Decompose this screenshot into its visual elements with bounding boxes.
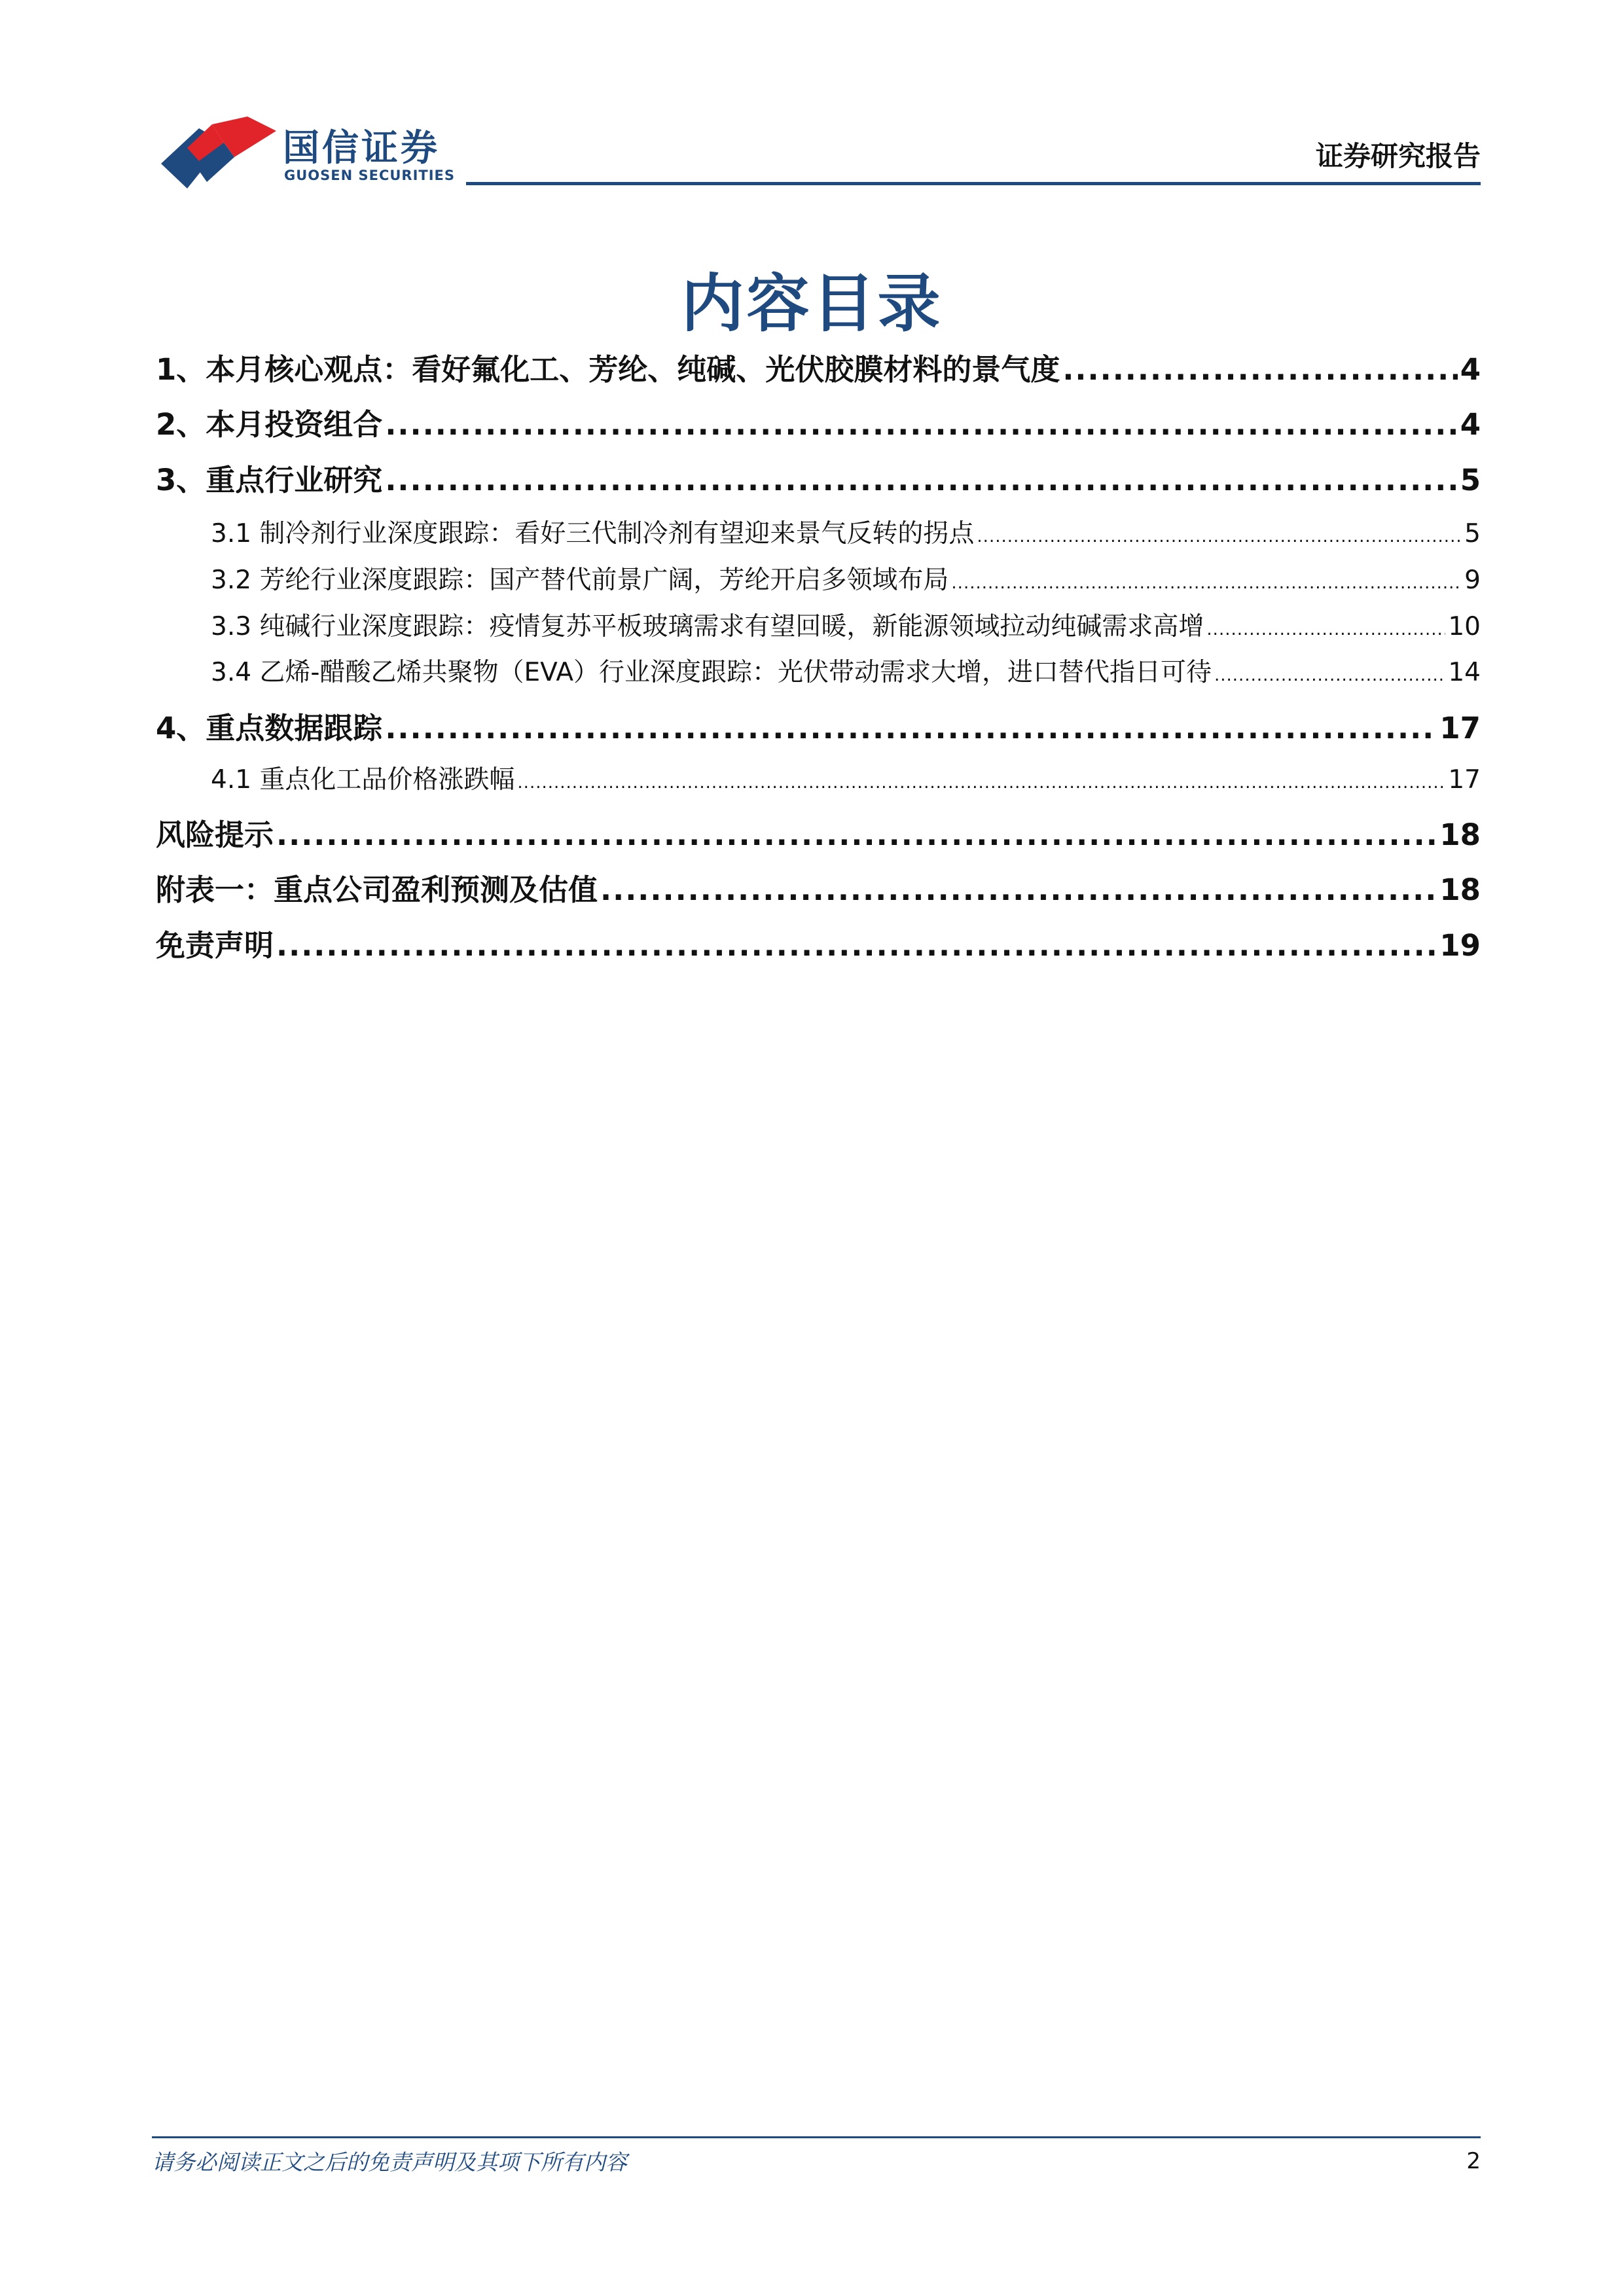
guosen-logo-icon: [161, 117, 279, 188]
toc-dot-leader: [385, 711, 1437, 745]
report-type-label: 证券研究报告: [1315, 140, 1481, 172]
toc-dot-leader: [951, 573, 1462, 593]
toc-entry[interactable]: [156, 456, 1481, 498]
toc-subentry[interactable]: [211, 513, 1481, 550]
toc-entry-label: 2、本月投资组合: [156, 407, 383, 442]
toc-entry[interactable]: [156, 704, 1481, 746]
toc-entry-page: 4: [1460, 352, 1481, 387]
toc-dot-leader: [276, 928, 1437, 963]
toc-entry-label: 风险提示: [156, 817, 274, 852]
toc-entry-label: 免责声明: [156, 928, 274, 963]
toc-entry[interactable]: [156, 866, 1481, 908]
toc-entry-page: 17: [1448, 765, 1481, 795]
toc-entry-page: 4: [1460, 407, 1481, 442]
toc-entry-label: 3.2 芳纶行业深度跟踪：国产替代前景广阔，芳纶开启多领域布局: [211, 565, 949, 595]
toc-dot-leader: [276, 817, 1437, 852]
toc-subentry[interactable]: [211, 652, 1481, 689]
toc-dot-leader: [385, 463, 1457, 497]
toc-entry-page: 5: [1460, 463, 1481, 497]
toc-entry[interactable]: [156, 811, 1481, 853]
toc-entry-page: 17: [1439, 711, 1481, 745]
toc-dot-leader: [1206, 620, 1445, 639]
toc-subentry[interactable]: [211, 606, 1481, 643]
toc-entry-label: 3.1 制冷剂行业深度跟踪：看好三代制冷剂有望迎来景气反转的拐点: [211, 519, 975, 548]
toc-subentry[interactable]: [211, 759, 1481, 796]
toc-dot-leader: [977, 527, 1462, 547]
toc-dot-leader: [600, 872, 1437, 907]
toc-entry-label: 1、本月核心观点：看好氟化工、芳纶、纯碱、光伏胶膜材料的景气度: [156, 352, 1060, 387]
toc-entry[interactable]: [156, 401, 1481, 442]
header-divider: [466, 182, 1481, 185]
toc-dot-leader: [1214, 666, 1445, 685]
logo-company-name-cn: 国信证券: [283, 127, 440, 170]
toc-entry-page: 14: [1448, 658, 1481, 687]
toc-entry[interactable]: [156, 346, 1481, 387]
company-logo: [161, 117, 456, 188]
toc-dot-leader: [1062, 352, 1457, 387]
toc-entry-label: 附表一：重点公司盈利预测及估值: [156, 872, 598, 907]
toc-entry-label: 3.4 乙烯-醋酸乙烯共聚物（EVA）行业深度跟踪：光伏带动需求大增，进口替代指日可待: [211, 658, 1212, 687]
toc-dot-leader: [517, 773, 1445, 793]
toc-entry-label: 4、重点数据跟踪: [156, 711, 383, 745]
toc-entry-label: 3、重点行业研究: [156, 463, 383, 497]
toc-entry-label: 4.1 重点化工品价格涨跌幅: [211, 765, 515, 795]
footer-disclaimer: 请务必阅读正文之后的免责声明及其项下所有内容: [152, 2149, 627, 2175]
toc-entry-page: 10: [1448, 612, 1481, 641]
toc-entry-page: 9: [1464, 565, 1481, 595]
toc-subentry[interactable]: [211, 560, 1481, 596]
toc-entry-page: 19: [1439, 928, 1481, 963]
toc-dot-leader: [385, 407, 1457, 442]
toc-entry-label: 3.3 纯碱行业深度跟踪：疫情复苏平板玻璃需求有望回暖，新能源领域拉动纯碱需求高增: [211, 612, 1204, 641]
toc-entry-page: 18: [1439, 817, 1481, 852]
toc-entry[interactable]: [156, 922, 1481, 963]
toc-title: 内容目录: [681, 267, 943, 340]
toc-entry-page: 5: [1464, 519, 1481, 548]
logo-company-name-en: GUOSEN SECURITIES: [284, 168, 456, 183]
page-number: 2: [1466, 2148, 1481, 2174]
toc-entry-page: 18: [1439, 872, 1481, 907]
footer-divider: [152, 2136, 1481, 2138]
